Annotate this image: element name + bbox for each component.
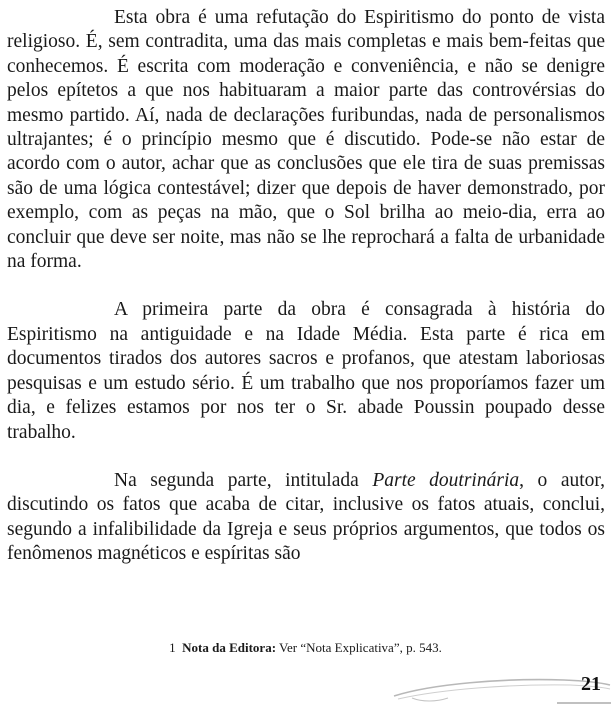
footer-swash-ornament — [392, 672, 611, 706]
paragraph-3-italic-title: Parte doutrinária — [372, 469, 520, 491]
page-number: 21 — [581, 673, 601, 695]
footnote-text: Ver “Nota Explicativa”, p. 543. — [276, 640, 442, 655]
paragraph-2: A primeira parte da obra é consagrada à história do Espiritismo na antiguidade e na Idade Média. Esta parte é rica em documentos tirados dos autores sacros e profanos, que atestam laboriosas pesquisas e um estudo sério. É um trabalho que nos proporíamos fazer um dia, e felizes estamos por nos ter o Sr. abade Poussin poupado desse trabalho. — [7, 299, 605, 443]
footnote-number: 1 — [169, 640, 176, 655]
paragraph-3 — [7, 469, 605, 567]
paragraph-3-start: Na segunda parte, intitulada — [114, 469, 373, 491]
paragraph-1: Esta obra é uma refutação do Espiritismo do ponto de vista religioso. É, sem contradita, uma das mais completas e mais bem-feitas que conhecemos. É escrita com moderação e conveniência, e não se denigre pelos epítetos a que nos habituaram a maior parte das controvérsias do mesmo partido. Aí, nada de declarações furibundas, nada de personalismos ultrajantes; é o princípio mesmo que é discutido. Pode-se não estar de acordo com o autor, achar que as conclusões que ele tira de suas premissas são de uma lógica contestável; dizer que depois de haver demonstrado, por exemplo, com as peças na mão, que o Sol brilha ao meio-dia, erra ao concluir que deve ser noite, mas não se lhe reprochará a falta de urbanidade na forma. — [7, 7, 605, 273]
footnote — [0, 640, 611, 656]
paragraph-3-end: , o autor, discutindo os fatos que acaba de citar, inclusive os fatos atuais, conclui, segundo a infalibilidade da Igreja e seus próprios argumentos, que todos os fenômenos magnéticos e espíritas são — [7, 469, 605, 565]
footnote-label: Nota da Editora: — [182, 640, 277, 655]
page-body — [7, 6, 605, 567]
